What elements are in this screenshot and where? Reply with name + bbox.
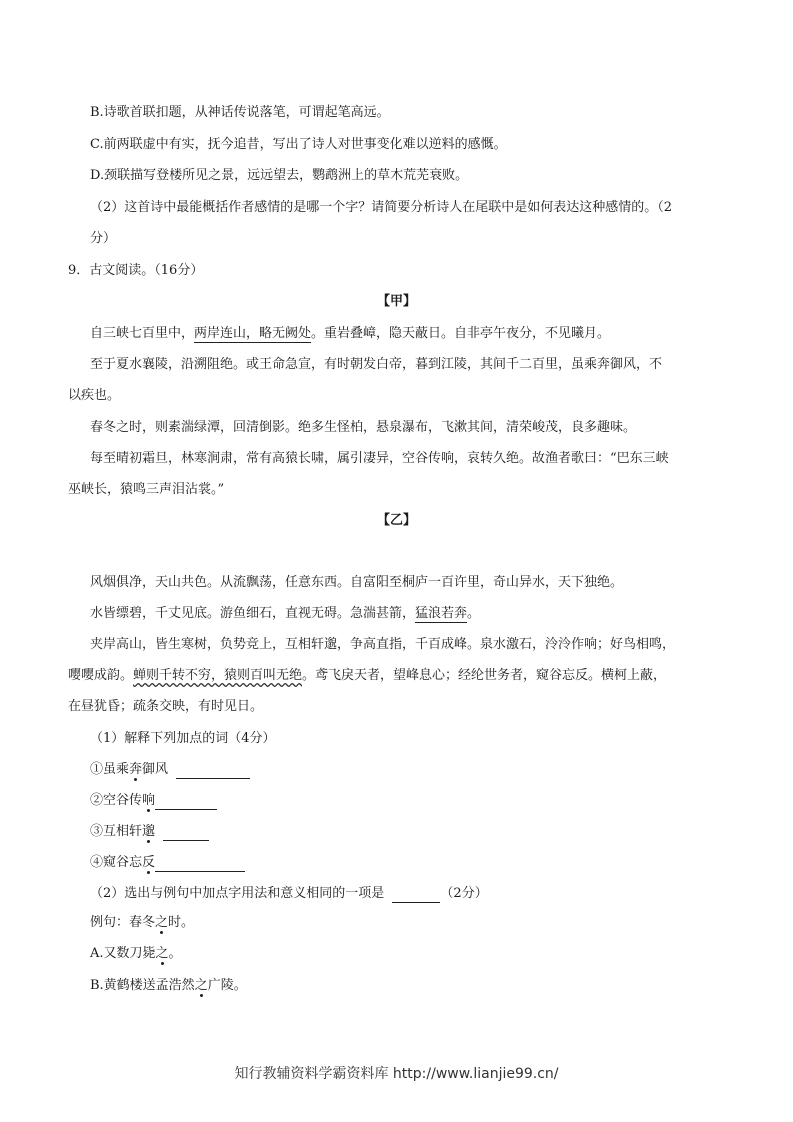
dotted-char: 反 bbox=[142, 855, 156, 870]
option-text: 。 bbox=[168, 946, 182, 961]
yi-paragraph-3-line3: 在昼犹昏；疏条交映，有时见日。 bbox=[68, 699, 264, 714]
item-text: ③互相轩 bbox=[90, 824, 143, 839]
jia-p1-underlined: 两岸连山，略无阙处 bbox=[194, 326, 312, 341]
q8-2-line2: 分） bbox=[90, 231, 117, 246]
dotted-char: 之 bbox=[155, 915, 169, 930]
sub1-item-1 bbox=[90, 761, 250, 779]
yi-p3-text-2: 。鸢飞戾天者，望峰息心；经纶世务者，窥谷忘反。横柯上蔽， bbox=[302, 668, 667, 683]
yi-p3-text: 嘤嘤成韵。 bbox=[68, 668, 134, 683]
sub1-prompt: （1）解释下列加点的词（4分） bbox=[90, 731, 276, 746]
item-text: ②空谷传 bbox=[90, 793, 143, 808]
sub1-item-4 bbox=[90, 854, 245, 872]
yi-paragraph-2 bbox=[90, 605, 480, 623]
sub2-example bbox=[90, 914, 194, 932]
answer-blank[interactable] bbox=[392, 888, 440, 903]
jia-p1-text: 自三峡七百里中， bbox=[90, 326, 195, 341]
option-b: B.诗歌首联扣题，从神话传说落笔，可谓起笔高远。 bbox=[90, 105, 390, 120]
jia-p1-text-2: 。重岩叠嶂，隐天蔽日。自非亭午夜分，不见曦月。 bbox=[311, 326, 611, 341]
option-text: 广陵。 bbox=[207, 978, 247, 993]
option-c: C.前两联虚中有实，抚今追昔，写出了诗人对世事变化难以逆料的感慨。 bbox=[90, 137, 507, 152]
q9-heading: 9．古文阅读。（16分） bbox=[68, 263, 204, 278]
yi-paragraph-1: 风烟俱净，天山共色。从流飘荡，任意东西。自富阳至桐庐一百许里，奇山异水，天下独绝。 bbox=[90, 575, 624, 590]
passage-yi-title: 【乙】 bbox=[376, 513, 416, 528]
item-text: ④窥谷忘 bbox=[90, 855, 143, 870]
sub1-item-2 bbox=[90, 792, 217, 810]
sub2-points: （2分） bbox=[440, 886, 488, 901]
option-text: B.黄鹤楼送孟浩然 bbox=[90, 978, 195, 993]
jia-paragraph-4-line1: 每至晴初霜旦，林寒涧肃，常有高猿长啸，属引凄异，空谷传响，哀转久绝。故渔者歌曰：“巴东三峡 bbox=[90, 451, 669, 466]
example-text: 例句：春冬 bbox=[90, 915, 156, 930]
option-text: A.又数刀毙 bbox=[90, 946, 156, 961]
sub1-item-3 bbox=[90, 823, 209, 841]
yi-paragraph-3-line2 bbox=[68, 667, 666, 685]
answer-blank[interactable] bbox=[155, 857, 245, 872]
answer-blank[interactable] bbox=[155, 795, 217, 810]
dotted-char: 邈 bbox=[142, 824, 156, 839]
dotted-char: 奔 bbox=[129, 762, 143, 777]
passage-jia-title: 【甲】 bbox=[376, 294, 416, 309]
yi-p2-underlined: 猛浪若奔 bbox=[415, 606, 468, 621]
sub2-prompt bbox=[90, 885, 488, 903]
yi-p3-wavy-underlined: 蝉则千转不穷，猿则百叫无绝 bbox=[133, 668, 303, 683]
jia-paragraph-1 bbox=[90, 325, 610, 343]
sub2-prompt-text: （2）选出与例句中加点字用法和意义相同的一项是 bbox=[90, 886, 385, 901]
item-text: 御风 bbox=[142, 762, 169, 777]
answer-blank[interactable] bbox=[176, 764, 250, 779]
jia-paragraph-2-line2: 以疾也。 bbox=[68, 388, 121, 403]
item-text: ①虽乘 bbox=[90, 762, 130, 777]
yi-p2-text: 水皆缥碧，千丈见底。游鱼细石，直视无碍。急湍甚箭， bbox=[90, 606, 416, 621]
answer-blank[interactable] bbox=[163, 826, 209, 841]
example-text: 时。 bbox=[168, 915, 195, 930]
dotted-char: 之 bbox=[155, 946, 169, 961]
sub2-option-b bbox=[90, 977, 247, 995]
sub2-option-a bbox=[90, 945, 182, 963]
jia-paragraph-3: 春冬之时，则素湍绿潭，回清倒影。绝多生怪柏，悬泉瀑布，飞漱其间，清荣峻茂，良多趣味。 bbox=[90, 420, 637, 435]
dotted-char: 之 bbox=[194, 978, 208, 993]
page-footer: 知行教辅资料学霸资料库 http://www.lianjie99.cn/ bbox=[234, 1066, 559, 1082]
jia-paragraph-4-line2: 巫峡长，猿鸣三声泪沾裳。” bbox=[68, 482, 225, 497]
option-d: D.颈联描写登楼所见之景，远远望去，鹦鹉洲上的草木荒芜衰败。 bbox=[90, 168, 469, 183]
jia-paragraph-2-line1: 至于夏水襄陵，沿溯阻绝。或王命急宣，有时朝发白帝，暮到江陵，其间千二百里，虽乘奔御风，不 bbox=[90, 357, 663, 372]
yi-p2-text-2: 。 bbox=[467, 606, 481, 621]
q8-2-line1: （2）这首诗中最能概括作者感情的是哪一个字？请简要分析诗人在尾联中是如何表达这种感情的。（2 bbox=[90, 200, 673, 215]
yi-paragraph-3-line1: 夹岸高山，皆生寒树，负势竞上，互相轩邈，争高直指，千百成峰。泉水激石，泠泠作响；好鸟相鸣， bbox=[90, 637, 676, 652]
dotted-char: 响 bbox=[142, 793, 156, 808]
